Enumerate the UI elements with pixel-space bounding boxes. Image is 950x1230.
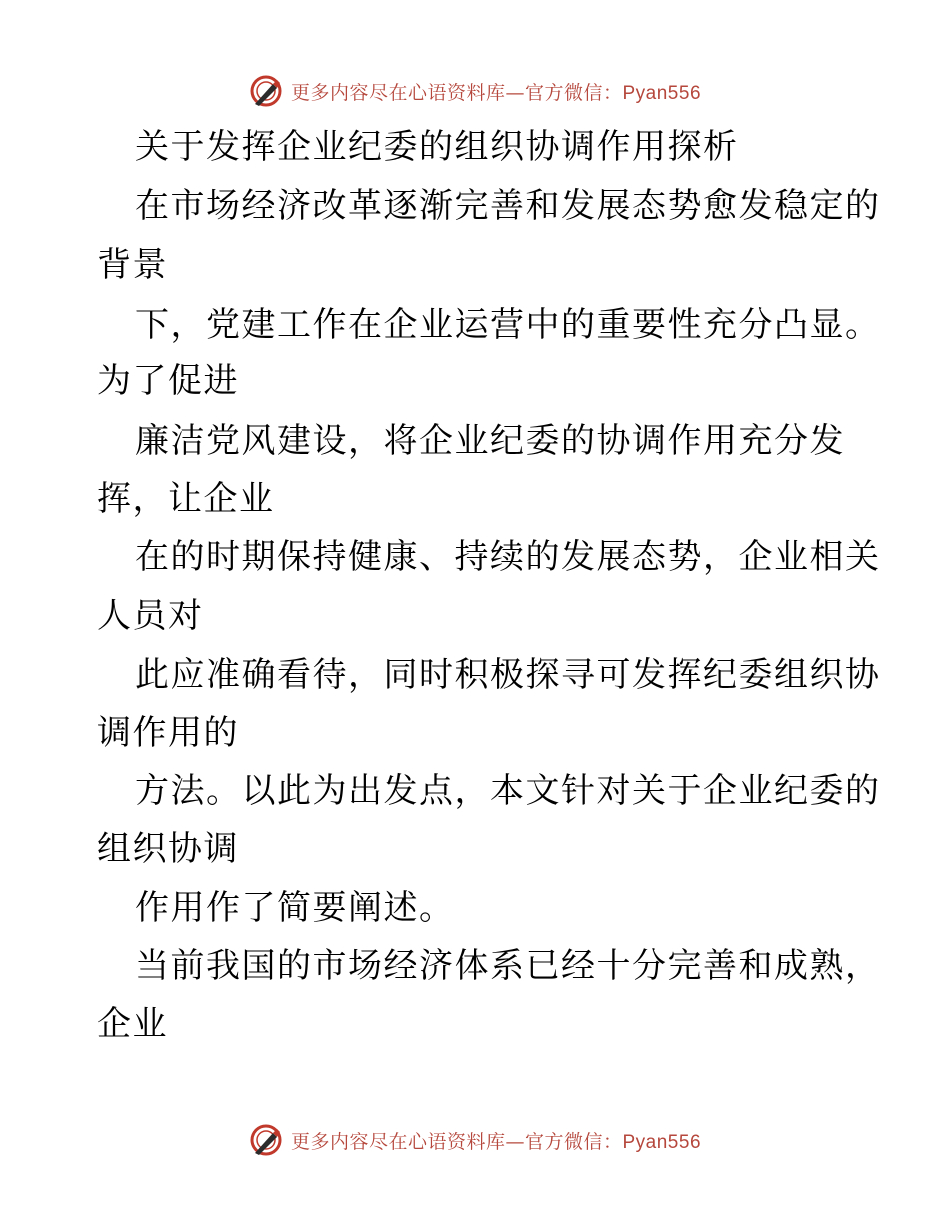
banner-main-text: 更多内容尽在心语资料库 [290, 1130, 506, 1153]
paragraph-line: 调作用的 [97, 713, 239, 753]
banner-wechat-id: Pyan556 [622, 1131, 702, 1153]
banner-main-text: 更多内容尽在心语资料库 [290, 81, 506, 104]
paragraph-line: 在市场经济改革逐渐完善和发展态势愈发稳定的 [135, 186, 881, 226]
paragraph-line: 方法。以此为出发点，本文针对关于企业纪委的 [135, 771, 881, 811]
footer-banner [0, 1120, 950, 1160]
paragraph-line: 在的时期保持健康、持续的发展态势，企业相关 [135, 537, 881, 577]
banner-text [291, 1127, 701, 1154]
banner-separator: — [505, 81, 525, 104]
paragraph-line: 为了促进 [97, 361, 239, 401]
paragraph-line: 人员对 [97, 596, 204, 636]
banner-official-label: 官方微信： [524, 1130, 623, 1153]
paragraph-line: 背景 [97, 245, 168, 285]
paragraph-line: 组织协调 [97, 829, 239, 869]
banner-wechat-id: Pyan556 [622, 82, 702, 104]
paragraph-line: 廉洁党风建设，将企业纪委的协调作用充分发 [135, 421, 845, 461]
paragraph-line: 企业 [97, 1004, 168, 1044]
paragraph-line: 挥，让企业 [97, 479, 275, 519]
document-title: 关于发挥企业纪委的组织协调作用探析 [135, 127, 739, 167]
banner-official-label: 官方微信： [524, 81, 623, 104]
paragraph-line: 当前我国的市场经济体系已经十分完善和成熟， [135, 946, 881, 986]
paragraph-line: 下，党建工作在企业运营中的重要性充分凸显。 [135, 305, 881, 345]
pen-logo-icon [249, 1123, 283, 1157]
banner-separator: — [505, 1130, 525, 1153]
paragraph-line: 作用作了简要阐述。 [135, 888, 455, 928]
paragraph-line: 此应准确看待，同时积极探寻可发挥纪委组织协 [135, 655, 881, 695]
